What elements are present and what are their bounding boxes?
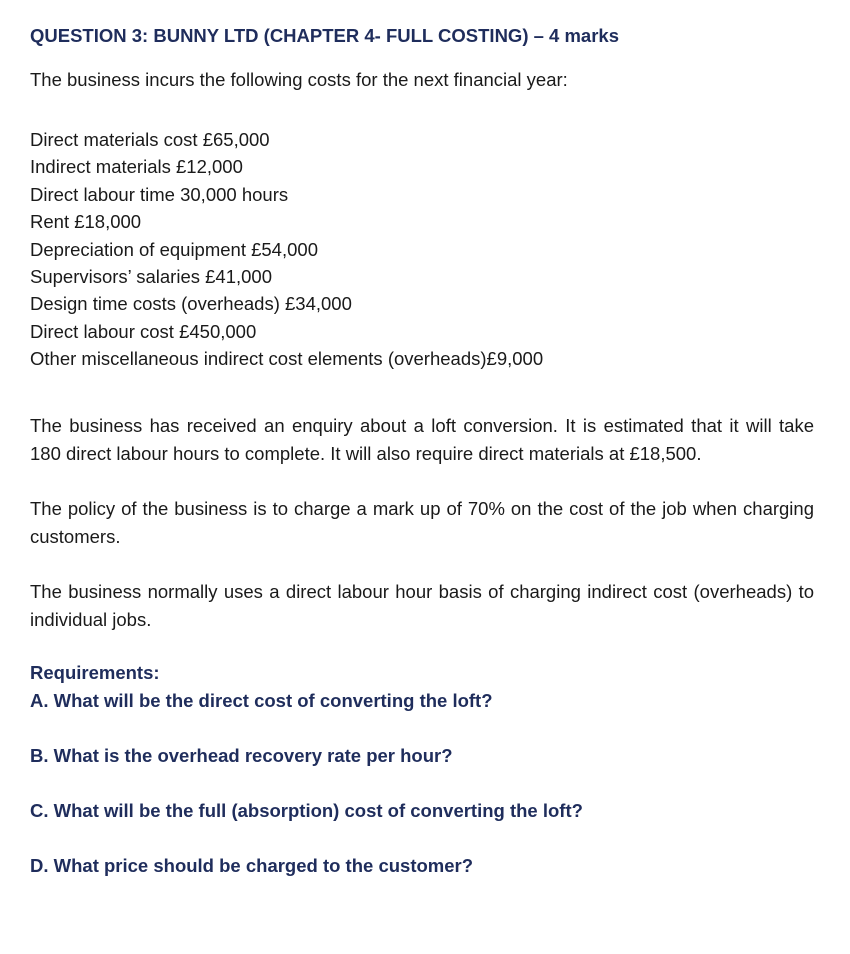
cost-item: Design time costs (overheads) £34,000 [30,293,352,315]
question-title: QUESTION 3: BUNNY LTD (CHAPTER 4- FULL COSTING) – 4 marks [30,25,619,46]
cost-item: Direct labour time 30,000 hours [30,183,289,205]
cost-item: Direct labour cost £450,000 [30,320,257,342]
enquiry-paragraph: The business has received an enquiry about a loft conversion. It is estimated that it will take 180 direct labour hours to complete. It will also require direct materials at £18,500. [30,414,814,464]
markup-policy-paragraph: The policy of the business is to charge a mark up of 70% on the cost of the job when charging customers. [30,497,814,547]
requirement-item: C. What will be the full (absorption) cost of converting the loft? [30,799,583,821]
cost-item: Indirect materials £12,000 [30,156,243,178]
cost-item: Supervisors’ salaries £41,000 [30,266,272,288]
requirements-heading: Requirements: [30,661,160,683]
cost-item: Rent £18,000 [30,211,142,233]
requirement-item: D. What price should be charged to the customer? [30,854,474,876]
intro-text: The business incurs the following costs for the next financial year: [30,69,568,90]
cost-item: Other miscellaneous indirect cost elements (overheads)£9,000 [30,348,544,370]
overhead-basis-paragraph: The business normally uses a direct labour hour basis of charging indirect cost (overheads) to individual jobs. [30,580,814,630]
requirement-item: B. What is the overhead recovery rate per hour? [30,744,453,766]
cost-list [30,126,814,373]
cost-item: Direct materials cost £65,000 [30,129,270,150]
cost-item: Depreciation of equipment £54,000 [30,238,318,260]
requirement-item: A. What will be the direct cost of converting the loft? [30,689,493,711]
document-page [30,22,814,907]
requirements-list [30,687,814,880]
